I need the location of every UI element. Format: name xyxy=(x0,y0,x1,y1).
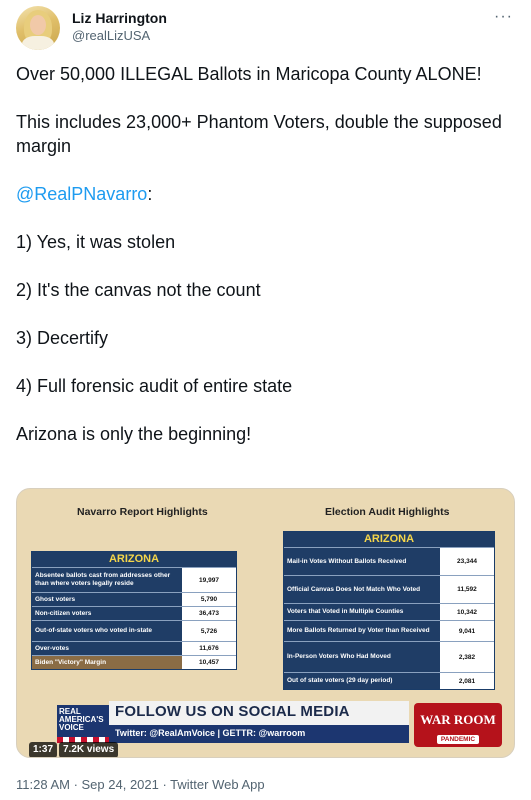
video-player[interactable] xyxy=(16,488,515,758)
tweet-point-4: 4) Full forensic audit of entire state xyxy=(16,376,293,396)
banner-headline: FOLLOW US ON SOCIAL MEDIA xyxy=(115,703,350,720)
video-duration: 1:37 xyxy=(29,742,57,758)
tweet-closing: Arizona is only the beginning! xyxy=(16,424,252,444)
author-handle[interactable]: @realLizUSA xyxy=(72,28,151,43)
left-panel-title: Navarro Report Highlights xyxy=(77,506,208,518)
table-row: More Ballots Returned by Voter than Received 9,041 xyxy=(284,620,494,641)
tweet-paragraph-1: Over 50,000 ILLEGAL Ballots in Maricopa County ALONE! xyxy=(16,64,482,84)
banner-subtext: Twitter: @RealAmVoice | GETTR: @warroom xyxy=(115,728,306,738)
real-americas-voice-logo: REAL AMERICA'S VOICE xyxy=(57,705,109,743)
mention-link[interactable]: @RealPNavarro xyxy=(16,184,148,204)
tweet-point-3: 3) Decertify xyxy=(16,328,109,348)
author-name[interactable]: Liz Harrington xyxy=(72,10,167,26)
tweet-mention-line: @RealPNavarro: xyxy=(16,184,153,204)
table-row: Voters that Voted in Multiple Counties 10,342 xyxy=(284,603,494,620)
table-row: Absentee ballots cast from addresses other than where voters legally reside 19,997 xyxy=(32,567,236,592)
table-row: Non-citizen voters 36,473 xyxy=(32,606,236,620)
table-row: Ghost voters 5,790 xyxy=(32,592,236,606)
tweet-point-2: 2) It's the canvas not the count xyxy=(16,280,261,300)
video-views: 7.2K views xyxy=(59,742,118,758)
tweet-text xyxy=(16,62,515,470)
table-row: In-Person Voters Who Had Moved 2,382 xyxy=(284,641,494,672)
navarro-table xyxy=(31,551,237,670)
tweet-point-1: 1) Yes, it was stolen xyxy=(16,232,176,252)
table-row: Out of state voters (29 day period) 2,081 xyxy=(284,672,494,689)
table-row: Mail-in Votes Without Ballots Received 23,344 xyxy=(284,547,494,575)
tweet-header xyxy=(16,6,515,50)
table-row: Out-of-state voters who voted in-state 5,726 xyxy=(32,620,236,641)
right-panel-title: Election Audit Highlights xyxy=(325,506,450,518)
table-row: Official Canvas Does Not Match Who Voted 11,592 xyxy=(284,575,494,603)
table-row: Biden "Victory" Margin 10,457 xyxy=(32,655,236,669)
audit-table xyxy=(283,531,495,690)
tweet-timestamp[interactable]: 11:28 AM · Sep 24, 2021 · Twitter Web App xyxy=(16,777,265,792)
tweet-paragraph-2: This includes 23,000+ Phantom Voters, double the supposed margin xyxy=(16,112,502,156)
more-horizontal-icon[interactable]: ··· xyxy=(494,8,513,25)
table-state-header: ARIZONA xyxy=(32,552,236,567)
avatar[interactable] xyxy=(16,6,60,50)
table-row: Over-votes 11,676 xyxy=(32,641,236,655)
war-room-logo: WAR ROOM PANDEMIC xyxy=(414,703,502,747)
table-state-header: ARIZONA xyxy=(284,532,494,547)
